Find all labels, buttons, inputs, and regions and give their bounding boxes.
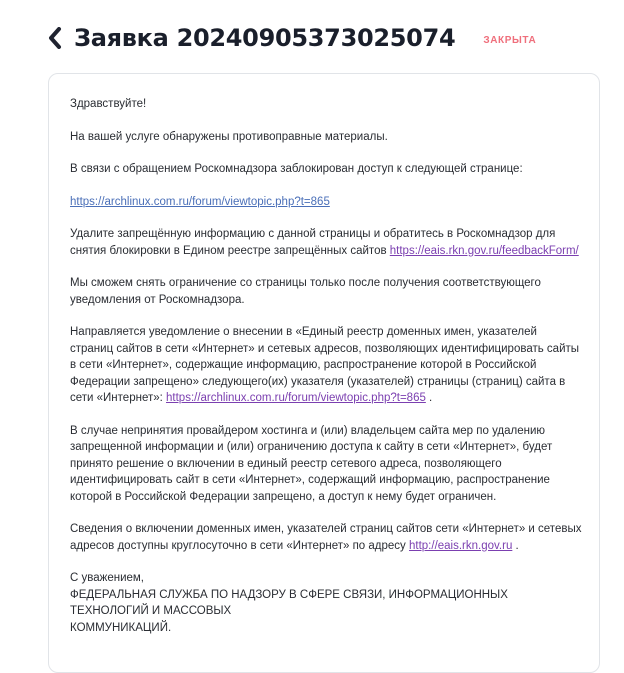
paragraph-4: Мы сможем снять ограничение со страницы только после получения соответствующего уведомления от Роскомнадзора. xyxy=(70,277,541,306)
paragraph-5-text: Направляется уведомление о внесении в «Единый реестр доменных имен, указателей страниц сайтов в сети «Интернет» и сетевых адресов, позволяющих идентифицировать сайты в сети «Интернет», содержащие информацию, распространение которой в Российской Федерации запрещено» следующего(их) указателя (указателей) страницы (страниц) сайта в сети «Интернет»: xyxy=(70,326,580,404)
blocked-page-link-2[interactable]: https://archlinux.com.ru/forum/viewtopic.php?t=865 xyxy=(166,392,426,404)
signature xyxy=(70,570,582,636)
paragraph-5-end: . xyxy=(425,392,433,404)
paragraph-2: В связи с обращением Роскомнадзора заблокирован доступ к следующей странице: xyxy=(70,163,523,175)
paragraph-3-text: Удалите запрещённую информацию с данной страницы и обратитесь в Роскомнадзор для снятия блокировки в Едином реестре запрещённых сайтов xyxy=(70,228,556,257)
page-header xyxy=(48,18,624,58)
greeting: Здравствуйте! xyxy=(70,98,147,110)
paragraph-7 xyxy=(70,521,582,554)
blocked-link-paragraph xyxy=(70,194,582,211)
message-body xyxy=(70,96,582,636)
page-title: Заявка 20240905373025074 xyxy=(74,24,456,52)
status-badge: ЗАКРЫТА xyxy=(483,34,537,46)
paragraph-3 xyxy=(70,226,582,259)
chevron-left-icon xyxy=(48,27,62,49)
message-card xyxy=(48,73,600,673)
feedback-form-link[interactable]: https://eais.rkn.gov.ru/feedbackForm/ xyxy=(389,244,579,257)
paragraph-6: В случае непринятия провайдером хостинга и (или) владельцем сайта мер по удалению запрещенной информации и (или) ограничению доступа к сайту в сети «Интернет», будет принято решение о включении в единый реестр сетевого адреса, позволяющего идентифицировать сайт в сети «Интернет», содержащий информацию, распространение которой в Российской Федерации запрещено, а доступ к нему будет ограничен. xyxy=(70,424,553,503)
eais-link[interactable]: http://eais.rkn.gov.ru xyxy=(409,539,513,552)
blocked-page-link[interactable]: https://archlinux.com.ru/forum/viewtopic.php?t=865 xyxy=(70,195,330,208)
paragraph-1: На вашей услуге обнаружены противоправные материалы. xyxy=(70,130,388,143)
paragraph-7-end: . xyxy=(512,539,519,552)
signature-line-2: ФЕДЕРАЛЬНАЯ СЛУЖБА ПО НАДЗОРУ В СФЕРЕ СВЯЗИ, ИНФОРМАЦИОННЫХ ТЕХНОЛОГИЙ И МАССОВЫХ xyxy=(70,588,508,617)
paragraph-5 xyxy=(70,324,582,407)
paragraph-7-text: Сведения о включении доменных имен, указателей страниц сайтов сети «Интернет» и сетевых адресов доступны круглосуточно в сети «Интернет» по адресу xyxy=(70,523,582,552)
back-button[interactable] xyxy=(48,23,68,53)
signature-line-3: КОММУНИКАЦИЙ. xyxy=(70,621,172,634)
signature-line-1: С уважением, xyxy=(70,572,144,584)
